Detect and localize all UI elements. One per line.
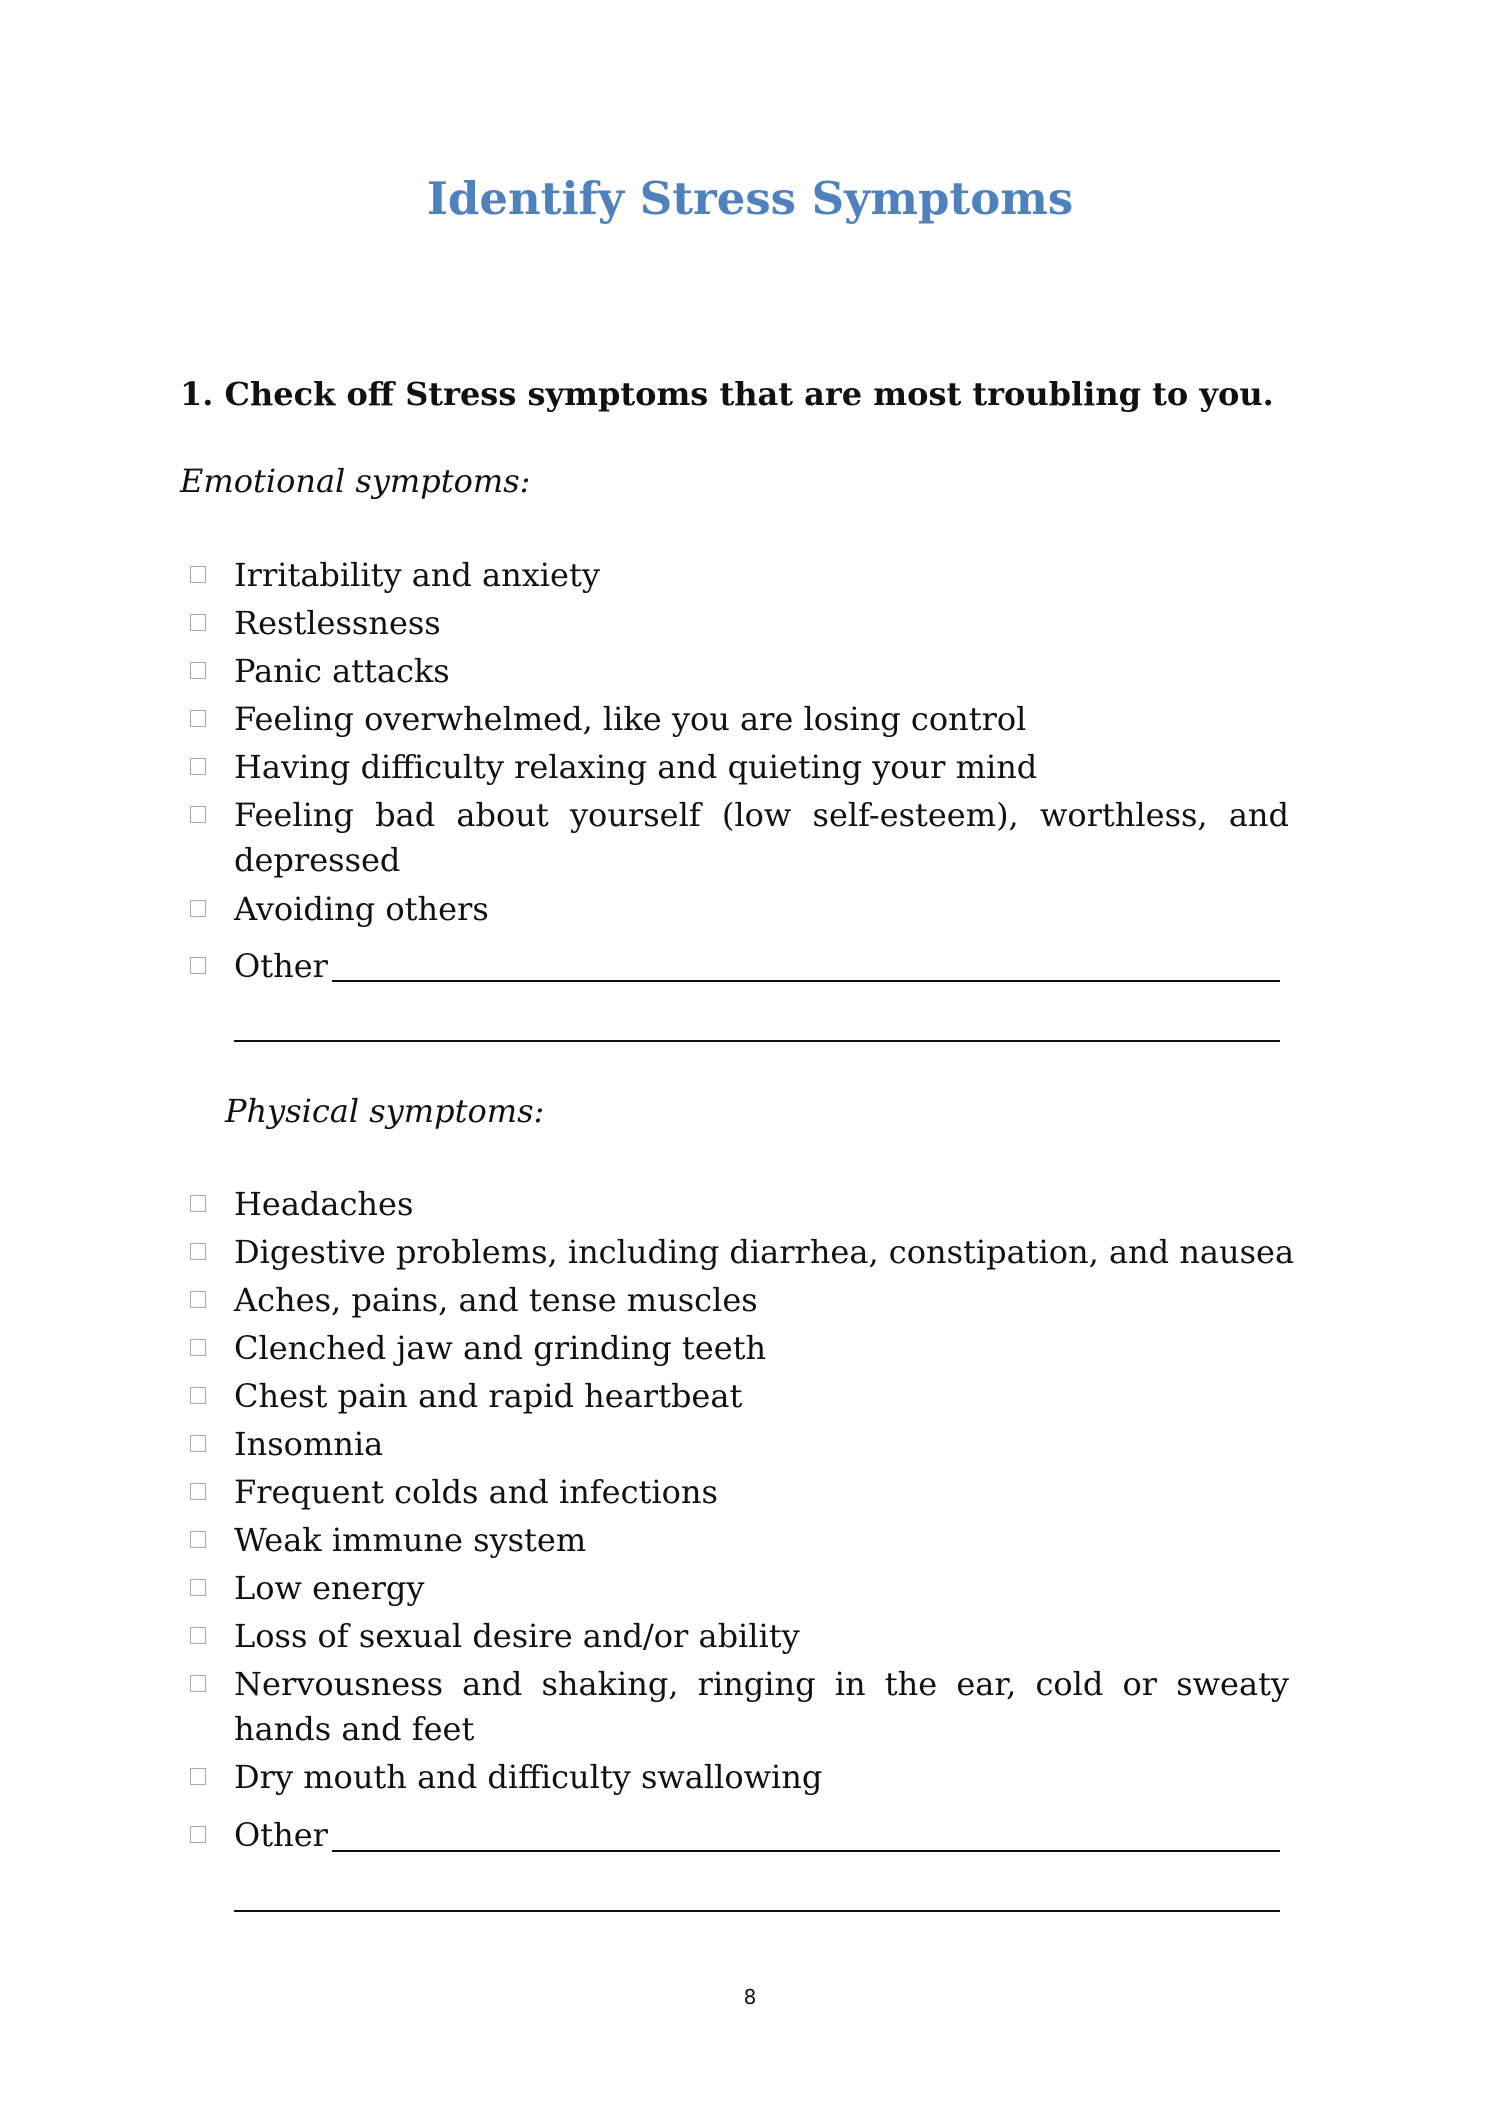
item-label: Weak immune system [234, 1521, 587, 1559]
other-label: Other [234, 1816, 328, 1854]
other-answer-line[interactable] [332, 980, 1280, 982]
question-heading: 1. Check off Stress symptoms that are most troubling to you. [180, 375, 1274, 413]
checkbox[interactable] [190, 1768, 206, 1785]
item-label: Frequent colds and infections [234, 1473, 718, 1511]
page-title: Identify Stress Symptoms [426, 172, 1074, 225]
item-label: Irritability and anxiety [234, 556, 600, 594]
checkbox[interactable] [190, 1531, 206, 1548]
checkbox[interactable] [190, 566, 206, 583]
other-answer-line[interactable] [332, 1850, 1280, 1852]
item-label: Feeling overwhelmed, like you are losing control [234, 700, 1027, 738]
item-label: Insomnia [234, 1425, 384, 1463]
item-label: Having difficulty relaxing and quieting your mind [234, 748, 1038, 786]
checkbox[interactable] [190, 1826, 206, 1843]
checkbox[interactable] [190, 1195, 206, 1212]
item-label: Clenched jaw and grinding teeth [234, 1329, 767, 1367]
checkbox[interactable] [190, 900, 206, 917]
physical-section-label: Physical symptoms: [225, 1092, 545, 1130]
item-label: Nervousness and shaking, ringing in the ear, cold or sweaty hands and feet [234, 1665, 1289, 1748]
checkbox[interactable] [190, 806, 206, 823]
checkbox[interactable] [190, 614, 206, 631]
checkbox[interactable] [190, 1675, 206, 1692]
checkbox[interactable] [190, 1627, 206, 1644]
checkbox[interactable] [190, 1387, 206, 1404]
other-answer-line[interactable] [234, 1040, 1280, 1042]
checkbox[interactable] [190, 758, 206, 775]
item-label: Loss of sexual desire and/or ability [234, 1617, 800, 1655]
page-number: 8 [743, 1985, 757, 2009]
checkbox[interactable] [190, 957, 206, 974]
checkbox[interactable] [190, 1339, 206, 1356]
item-label: Digestive problems, including diarrhea, constipation, and nausea [234, 1233, 1295, 1271]
item-label: Chest pain and rapid heartbeat [234, 1377, 743, 1415]
item-label: Low energy [234, 1569, 425, 1607]
checkbox[interactable] [190, 710, 206, 727]
item-label: Feeling bad about yourself (low self-esteem), worthless, and depressed [234, 796, 1289, 879]
checkbox[interactable] [190, 1579, 206, 1596]
checkbox[interactable] [190, 662, 206, 679]
item-label: Dry mouth and difficulty swallowing [234, 1758, 823, 1796]
other-label: Other [234, 947, 328, 985]
item-label: Restlessness [234, 604, 441, 642]
other-answer-line[interactable] [234, 1910, 1280, 1912]
checkbox[interactable] [190, 1435, 206, 1452]
item-label: Headaches [234, 1185, 414, 1223]
item-label: Aches, pains, and tense muscles [234, 1281, 758, 1319]
checkbox[interactable] [190, 1291, 206, 1308]
checkbox[interactable] [190, 1243, 206, 1260]
checkbox[interactable] [190, 1483, 206, 1500]
item-label: Panic attacks [234, 652, 450, 690]
item-label: Avoiding others [234, 890, 489, 928]
emotional-section-label: Emotional symptoms: [180, 462, 531, 500]
